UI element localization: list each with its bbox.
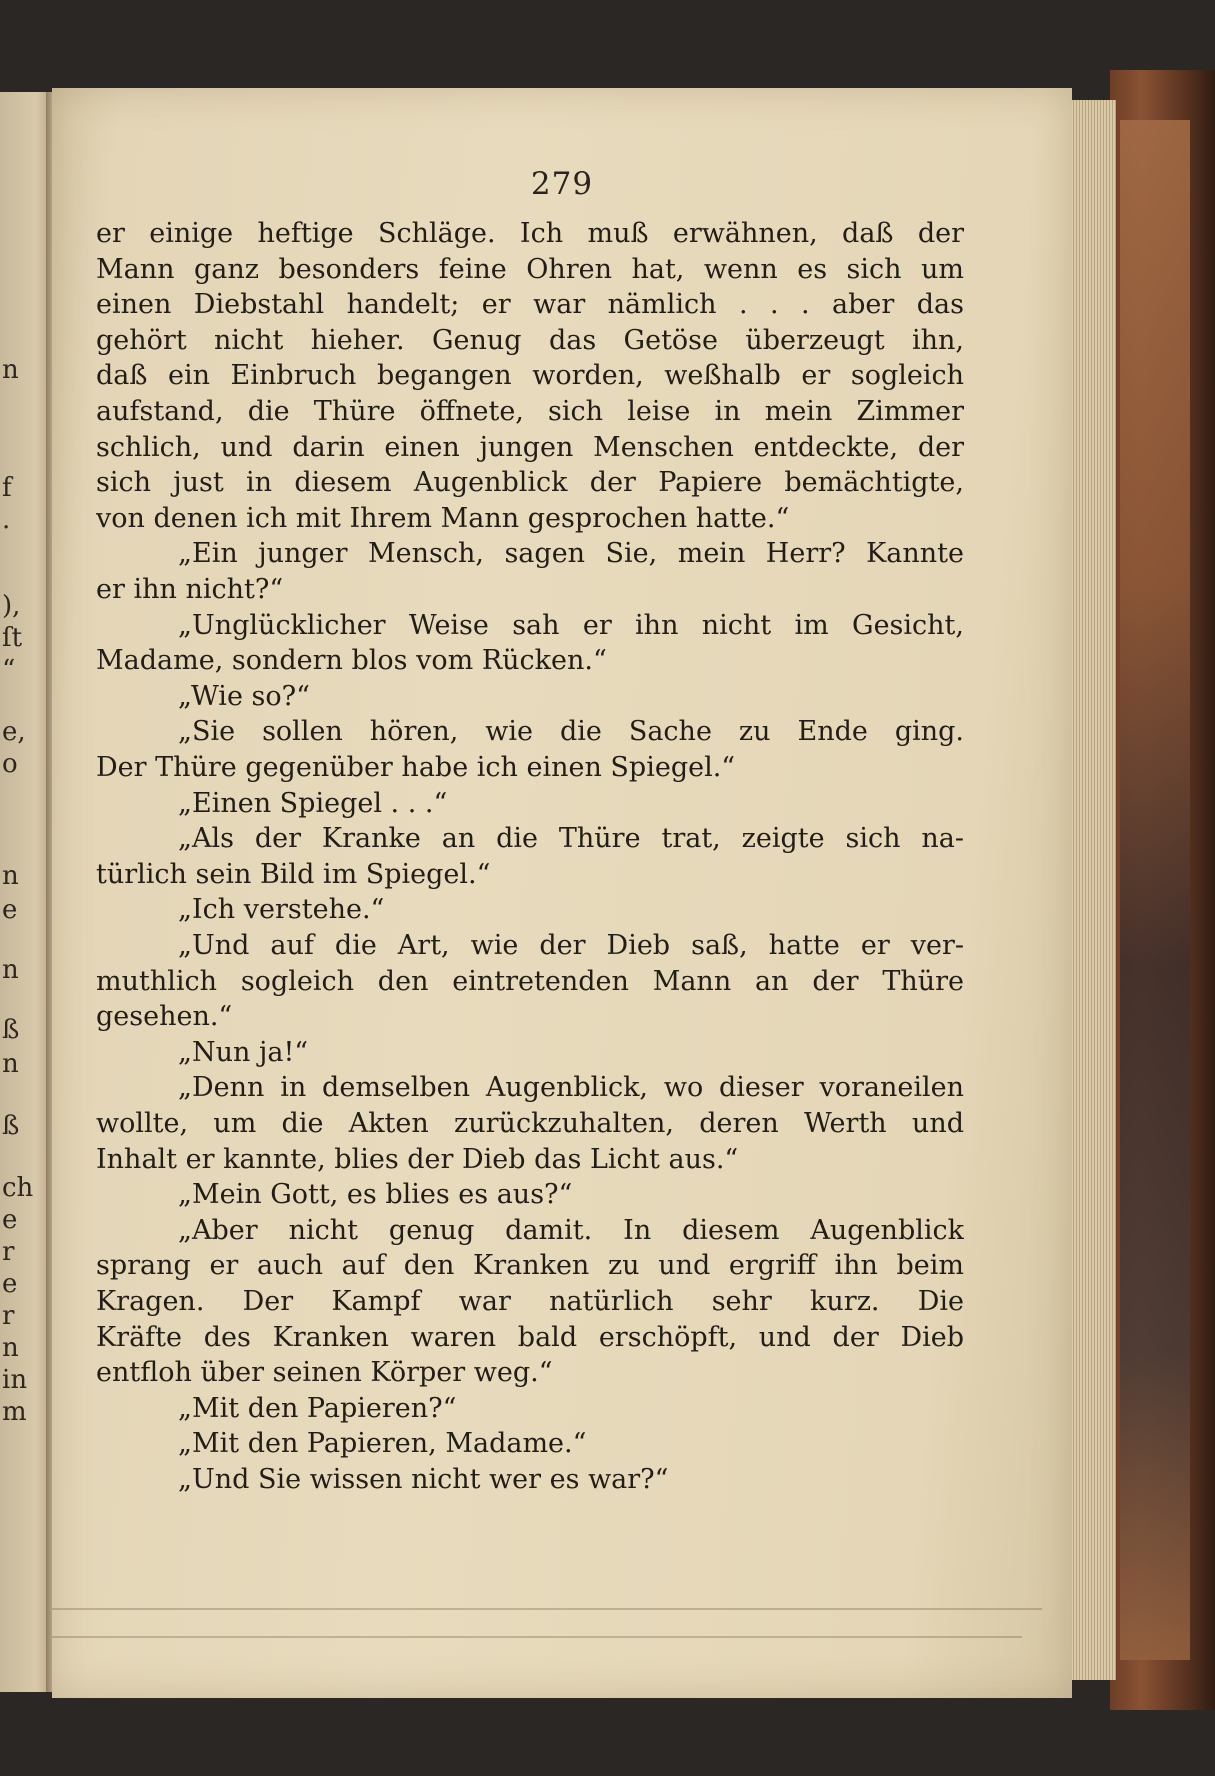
text-line: „Als der Kranke an die Thüre trat, zeigte sich na- [178,823,964,855]
text-line: muthlich sogleich den eintretenden Mann an der Thüre [96,965,964,997]
left-page-fragment: ß [2,1015,20,1045]
text-line: gesehen.“ [96,1001,233,1033]
left-page-fragment: ſt [2,623,23,653]
text-line: Madame, sondern blos vom Rücken.“ [96,645,607,677]
text-line: „Mit den Papieren, Madame.“ [178,1428,587,1460]
page-bottom-shadow-line-2 [52,1636,1022,1638]
left-page-fragment: ch [2,1173,34,1203]
text-line: „Und auf die Art, wie der Dieb saß, hatte er ver- [178,930,964,961]
left-page-fragment: n [2,1049,19,1079]
text-line: aufstand, die Thüre öffnete, sich leise in mein Zimmer [96,396,964,427]
text-line: von denen ich mit Ihrem Mann gesprochen hatte.“ [96,502,790,534]
left-page-fragment: e [2,1269,18,1299]
left-page-fragment: r [2,1301,15,1331]
text-line: Mann ganz besonders feine Ohren hat, wenn es sich um [96,253,964,285]
text-line: gehört nicht hieher. Genug das Getöse überzeugt ihn, [96,324,964,356]
text-line: entfloh über seinen Körper weg.“ [96,1357,553,1389]
left-page-fragment: n [2,861,19,891]
text-line: „Und Sie wissen nicht wer es war?“ [178,1464,669,1495]
text-line: „Aber nicht genug damit. In diesem Augenblick [178,1214,964,1246]
text-line: „Ein junger Mensch, sagen Sie, mein Herr? Kannte [178,538,964,570]
text-line: sich just in diesem Augenblick der Papiere bemächtigte, [96,467,964,499]
text-line: sprang er auch auf den Kranken zu und ergriff ihn beim [96,1250,964,1282]
text-line: er ihn nicht?“ [96,574,284,605]
text-line: „Nun ja!“ [178,1036,309,1068]
page-number: 279 [530,166,594,202]
text-line: Inhalt er kannte, blies der Dieb das Licht aus.“ [96,1143,739,1175]
left-page-fragment: ß [2,1111,20,1141]
text-line: „Ich verstehe.“ [178,894,385,926]
text-line: daß ein Einbruch begangen worden, weßhalb er sogleich [96,360,964,392]
left-page-fragment: n [2,1333,19,1363]
text-line: wollte, um die Akten zurückzuhalten, deren Werth und [96,1108,964,1139]
text-line: er einige heftige Schläge. Ich muß erwähnen, daß der [96,218,964,249]
left-page-edge [0,92,52,1692]
left-page-fragment: r [2,1237,15,1267]
left-page-fragment: n [2,955,19,985]
left-page-fragment: f [2,473,12,503]
text-line: „Denn in demselben Augenblick, wo dieser voraneilen [178,1072,964,1104]
right-page [52,88,1072,1698]
text-line: „Mein Gott, es blies es aus?“ [178,1179,573,1211]
left-page-fragment: ), [2,591,21,621]
left-page-fragment: “ [2,655,16,685]
page-bottom-shadow-line [52,1608,1042,1610]
text-line: Kragen. Der Kampf war natürlich sehr kurz. Die [96,1286,964,1317]
left-page-fragment: n [2,355,19,385]
text-line: „Einen Spiegel . . .“ [178,787,448,819]
book-cover-leather [1120,120,1190,1660]
left-page-fragment: e [2,1205,18,1235]
text-line: Kräfte des Kranken waren bald erschöpft, und der Dieb [96,1321,964,1353]
left-page-fragment: . [2,505,11,535]
left-page-fragment: o [2,749,18,779]
left-page-fragment: m [2,1397,27,1427]
text-line: einen Diebstahl handelt; er war nämlich . . . aber das [96,289,964,321]
text-line: schlich, und darin einen jungen Menschen entdeckte, der [96,431,964,463]
text-line: Der Thüre gegenüber habe ich einen Spiegel.“ [96,752,736,783]
text-line: „Sie sollen hören, wie die Sache zu Ende ging. [178,716,964,748]
left-page-fragment: in [2,1365,28,1395]
left-page-fragment: e, [2,717,26,747]
text-line: türlich sein Bild im Spiegel.“ [96,858,491,890]
text-line: „Wie so?“ [178,680,310,712]
text-line: „Mit den Papieren?“ [178,1392,457,1424]
text-line: „Unglücklicher Weise sah er ihn nicht im Gesicht, [178,609,964,641]
left-page-fragment: e [2,895,18,925]
